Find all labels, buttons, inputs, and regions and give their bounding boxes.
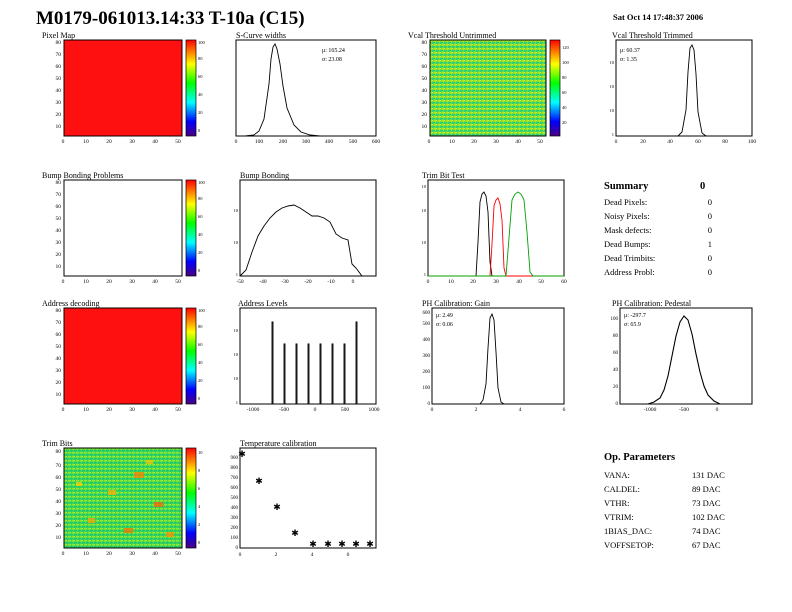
op-value-voffsetop: 67 DAC xyxy=(692,540,721,550)
chart-ph-calibration-gain[interactable] xyxy=(410,300,578,412)
svg-text:200: 200 xyxy=(278,139,288,144)
svg-text:10: 10 xyxy=(609,108,614,113)
op-value-ibias-dac: 74 DAC xyxy=(692,526,721,536)
svg-text:30: 30 xyxy=(493,139,499,144)
svg-text:20: 20 xyxy=(106,551,112,557)
svg-text:20: 20 xyxy=(640,139,646,144)
svg-text:-20: -20 xyxy=(304,279,312,284)
svg-text:0: 0 xyxy=(238,552,242,558)
svg-text:20: 20 xyxy=(198,378,203,383)
svg-text:50: 50 xyxy=(55,76,61,82)
op-value-vana: 131 DAC xyxy=(692,470,725,480)
svg-text:20: 20 xyxy=(470,279,476,284)
svg-text:60: 60 xyxy=(198,342,203,347)
svg-text:500: 500 xyxy=(348,139,358,144)
svg-text:10: 10 xyxy=(609,84,614,89)
svg-text:20: 20 xyxy=(198,110,203,115)
svg-text:60: 60 xyxy=(198,74,203,79)
svg-text:-500: -500 xyxy=(278,407,290,412)
svg-text:10: 10 xyxy=(83,407,89,412)
svg-text:6: 6 xyxy=(346,552,350,558)
svg-text:30: 30 xyxy=(55,511,61,517)
svg-text:20: 20 xyxy=(55,252,61,258)
svg-text:80: 80 xyxy=(198,324,203,329)
svg-text:20: 20 xyxy=(55,523,61,529)
svg-text:-500: -500 xyxy=(678,407,690,412)
svg-text:100: 100 xyxy=(562,60,569,65)
svg-text:0: 0 xyxy=(61,407,65,412)
svg-text:800: 800 xyxy=(230,466,238,471)
svg-text:40: 40 xyxy=(55,228,61,234)
svg-text:0: 0 xyxy=(427,402,430,407)
svg-text:20: 20 xyxy=(198,250,203,255)
svg-text:✱: ✱ xyxy=(291,528,299,538)
svg-text:10: 10 xyxy=(55,392,61,398)
op-parameters-title: Op. Parameters xyxy=(604,452,676,463)
chart-ph-calibration-pedestal[interactable] xyxy=(598,300,766,412)
op-label-vthr: VTHR: xyxy=(604,498,630,508)
summary-value-address-probl: 0 xyxy=(707,267,712,277)
svg-text:30: 30 xyxy=(129,407,135,412)
op-label-ibias-dac: 1BIAS_DAC: xyxy=(604,526,653,536)
svg-text:20: 20 xyxy=(106,279,112,284)
op-label-caldel: CALDEL: xyxy=(604,484,640,494)
svg-text:80: 80 xyxy=(421,40,427,46)
svg-text:900: 900 xyxy=(230,456,238,461)
svg-text:30: 30 xyxy=(55,100,61,106)
chart-title: Vcal Threshold Trimmed xyxy=(612,31,693,40)
svg-text:1: 1 xyxy=(235,400,238,405)
svg-text:10: 10 xyxy=(233,208,238,213)
svg-text:30: 30 xyxy=(55,240,61,246)
svg-text:40: 40 xyxy=(198,92,203,97)
svg-text:400: 400 xyxy=(422,338,430,343)
svg-text:-10: -10 xyxy=(327,279,335,284)
svg-text:-50: -50 xyxy=(236,279,244,284)
summary-title: Summary xyxy=(604,181,649,192)
summary-label-dead-bumps: Dead Bumps: xyxy=(604,239,651,249)
svg-text:20: 20 xyxy=(55,380,61,386)
svg-text:2: 2 xyxy=(474,407,478,412)
svg-text:10: 10 xyxy=(421,124,427,130)
svg-text:100: 100 xyxy=(747,139,757,144)
svg-text:-1000: -1000 xyxy=(643,407,657,412)
svg-text:80: 80 xyxy=(55,180,61,186)
svg-text:20: 20 xyxy=(613,385,618,390)
svg-text:40: 40 xyxy=(516,279,522,284)
stat-mu: μ: -297.7 xyxy=(624,313,646,319)
svg-text:10: 10 xyxy=(55,535,61,541)
svg-text:✱: ✱ xyxy=(338,539,346,549)
svg-text:0: 0 xyxy=(614,139,618,144)
svg-text:40: 40 xyxy=(152,139,158,144)
svg-text:70: 70 xyxy=(55,192,61,198)
svg-text:50: 50 xyxy=(55,487,61,493)
svg-text:-1000: -1000 xyxy=(246,407,260,412)
op-value-vthr: 73 DAC xyxy=(692,498,721,508)
svg-text:10: 10 xyxy=(83,551,89,557)
svg-text:40: 40 xyxy=(55,356,61,362)
svg-text:70: 70 xyxy=(55,320,61,326)
svg-text:60: 60 xyxy=(198,214,203,219)
svg-text:700: 700 xyxy=(230,476,238,481)
svg-text:70: 70 xyxy=(55,52,61,58)
svg-text:50: 50 xyxy=(175,279,181,284)
svg-text:✱: ✱ xyxy=(273,502,281,512)
svg-text:60: 60 xyxy=(55,332,61,338)
svg-text:10: 10 xyxy=(55,264,61,270)
svg-text:40: 40 xyxy=(152,407,158,412)
svg-text:80: 80 xyxy=(55,308,61,314)
svg-text:500: 500 xyxy=(230,496,238,501)
summary-value-dead-pixels: 0 xyxy=(707,197,712,207)
chart-vcal-threshold-trimmed[interactable] xyxy=(598,32,766,144)
svg-text:60: 60 xyxy=(562,90,567,95)
svg-text:6: 6 xyxy=(198,486,201,491)
svg-text:10: 10 xyxy=(233,240,238,245)
svg-text:40: 40 xyxy=(613,368,618,373)
svg-text:0: 0 xyxy=(198,268,201,273)
svg-text:300: 300 xyxy=(230,516,238,521)
svg-text:30: 30 xyxy=(129,279,135,284)
svg-text:50: 50 xyxy=(175,407,181,412)
svg-text:1000: 1000 xyxy=(368,407,380,412)
chart-title: Vcal Threshold Untrimmed xyxy=(408,31,497,40)
svg-text:60: 60 xyxy=(613,351,618,356)
svg-text:100: 100 xyxy=(198,180,205,185)
svg-text:0: 0 xyxy=(198,128,201,133)
chart-s-curve-widths[interactable] xyxy=(222,32,390,144)
stat-mu: μ: 2.49 xyxy=(436,313,453,319)
stat-sigma: σ: 23.08 xyxy=(322,57,342,63)
svg-text:0: 0 xyxy=(61,279,65,284)
svg-text:100: 100 xyxy=(230,536,238,541)
chart-trim-bit-test[interactable] xyxy=(410,172,578,284)
svg-text:-40: -40 xyxy=(259,279,267,284)
op-value-vtrim: 102 DAC xyxy=(692,512,725,522)
summary-value-dead-bumps: 1 xyxy=(707,239,712,249)
chart-pixel-map[interactable] xyxy=(36,32,212,144)
svg-text:10: 10 xyxy=(449,139,455,144)
chart-title: S-Curve widths xyxy=(236,31,286,40)
svg-text:10: 10 xyxy=(83,139,89,144)
stat-mu: μ: 60.37 xyxy=(620,48,640,54)
svg-text:10: 10 xyxy=(421,184,426,189)
chart-trim-bits[interactable] xyxy=(36,440,212,564)
chart-title: PH Calibration: Gain xyxy=(422,299,490,308)
svg-text:50: 50 xyxy=(55,216,61,222)
svg-text:400: 400 xyxy=(230,506,238,511)
op-label-vtrim: VTRIM: xyxy=(604,512,634,522)
svg-text:70: 70 xyxy=(55,463,61,469)
svg-text:600: 600 xyxy=(371,139,381,144)
svg-text:80: 80 xyxy=(562,75,567,80)
svg-text:600: 600 xyxy=(230,486,238,491)
svg-text:-30: -30 xyxy=(281,279,289,284)
svg-text:50: 50 xyxy=(538,279,544,284)
svg-text:50: 50 xyxy=(537,139,543,144)
chart-title: Trim Bits xyxy=(42,439,73,448)
summary-value-noisy-pixels: 0 xyxy=(707,211,712,221)
op-label-vana: VANA: xyxy=(604,470,630,480)
svg-text:40: 40 xyxy=(55,88,61,94)
summary-label-noisy-pixels: Noisy Pixels: xyxy=(604,211,650,221)
stat-sigma: σ: 65.9 xyxy=(624,322,641,328)
page-title: M0179-061013.14:33 T-10a (C15) xyxy=(36,8,305,29)
svg-text:0: 0 xyxy=(430,407,434,412)
svg-text:80: 80 xyxy=(722,139,728,144)
svg-text:40: 40 xyxy=(562,105,567,110)
chart-title: PH Calibration: Pedestal xyxy=(612,299,692,308)
svg-text:✱: ✱ xyxy=(352,539,360,549)
stat-mu: μ: 165.24 xyxy=(322,48,345,54)
chart-title: Temperature calibration xyxy=(240,439,317,448)
svg-text:0: 0 xyxy=(234,139,238,144)
svg-text:30: 30 xyxy=(55,368,61,374)
svg-text:2: 2 xyxy=(274,552,278,558)
svg-text:100: 100 xyxy=(610,317,618,322)
svg-text:0: 0 xyxy=(198,396,201,401)
svg-text:✱: ✱ xyxy=(255,476,263,486)
svg-text:0: 0 xyxy=(61,551,65,557)
chart-bump-bonding-problems[interactable] xyxy=(36,172,212,284)
svg-text:4: 4 xyxy=(310,552,314,558)
svg-text:80: 80 xyxy=(198,56,203,61)
svg-text:20: 20 xyxy=(421,112,427,118)
svg-text:50: 50 xyxy=(175,551,181,557)
svg-text:40: 40 xyxy=(421,88,427,94)
svg-text:40: 40 xyxy=(152,551,158,557)
svg-text:500: 500 xyxy=(340,407,350,412)
svg-text:50: 50 xyxy=(55,344,61,350)
svg-text:20: 20 xyxy=(106,407,112,412)
svg-text:10: 10 xyxy=(448,279,454,284)
summary-label-mask-defects: Mask defects: xyxy=(604,225,652,235)
chart-bump-bonding[interactable] xyxy=(222,172,390,284)
svg-text:40: 40 xyxy=(152,279,158,284)
chart-title: Address decoding xyxy=(42,299,100,308)
op-label-voffsetop: VOFFSETOP: xyxy=(604,540,654,550)
svg-text:40: 40 xyxy=(667,139,673,144)
svg-text:10: 10 xyxy=(609,60,614,65)
op-value-caldel: 89 DAC xyxy=(692,484,721,494)
chart-address-decoding[interactable] xyxy=(36,300,212,412)
svg-text:60: 60 xyxy=(695,139,701,144)
svg-text:✱: ✱ xyxy=(238,449,246,459)
svg-text:80: 80 xyxy=(55,449,61,455)
svg-text:✱: ✱ xyxy=(309,539,317,549)
svg-text:4: 4 xyxy=(518,407,522,412)
chart-title: Address Levels xyxy=(238,299,288,308)
chart-temperature-calibration[interactable] xyxy=(222,440,390,564)
svg-text:1: 1 xyxy=(611,132,614,137)
svg-text:40: 40 xyxy=(515,139,521,144)
svg-text:20: 20 xyxy=(471,139,477,144)
summary-value-dead-trimbits: 0 xyxy=(707,253,712,263)
svg-text:300: 300 xyxy=(301,139,311,144)
svg-text:2: 2 xyxy=(198,522,201,527)
svg-text:100: 100 xyxy=(198,40,205,45)
svg-text:10: 10 xyxy=(421,208,426,213)
svg-text:60: 60 xyxy=(55,475,61,481)
svg-text:10: 10 xyxy=(83,279,89,284)
svg-text:400: 400 xyxy=(324,139,334,144)
chart-title: Pixel Map xyxy=(42,31,76,40)
svg-text:✱: ✱ xyxy=(366,539,374,549)
svg-text:0: 0 xyxy=(427,139,431,144)
svg-text:✱: ✱ xyxy=(324,539,332,549)
svg-text:0: 0 xyxy=(198,540,201,545)
svg-text:500: 500 xyxy=(422,322,430,327)
svg-text:30: 30 xyxy=(493,279,499,284)
chart-address-levels[interactable] xyxy=(222,300,390,412)
stat-sigma: σ: 0.06 xyxy=(436,322,453,328)
chart-title: Trim Bit Test xyxy=(422,171,465,180)
svg-text:0: 0 xyxy=(313,407,317,412)
svg-text:80: 80 xyxy=(55,40,61,46)
svg-text:40: 40 xyxy=(198,360,203,365)
svg-text:10: 10 xyxy=(233,328,238,333)
summary-label-dead-pixels: Dead Pixels: xyxy=(604,197,648,207)
svg-text:40: 40 xyxy=(198,232,203,237)
svg-text:0: 0 xyxy=(61,139,65,144)
svg-text:30: 30 xyxy=(421,100,427,106)
stat-sigma: σ: 1.35 xyxy=(620,57,637,63)
summary-label-address-probl: Address Probl: xyxy=(604,267,655,277)
svg-text:0: 0 xyxy=(426,279,430,284)
timestamp: Sat Oct 14 17:48:37 2006 xyxy=(613,12,704,22)
svg-text:30: 30 xyxy=(129,551,135,557)
summary-value-mask-defects: 0 xyxy=(707,225,712,235)
svg-text:20: 20 xyxy=(55,112,61,118)
svg-text:6: 6 xyxy=(562,407,566,412)
svg-text:60: 60 xyxy=(421,64,427,70)
svg-text:60: 60 xyxy=(55,64,61,70)
svg-text:10: 10 xyxy=(198,450,203,455)
svg-text:60: 60 xyxy=(561,279,567,284)
chart-title: Bump Bonding xyxy=(240,171,290,180)
svg-text:60: 60 xyxy=(55,204,61,210)
svg-text:10: 10 xyxy=(421,240,426,245)
svg-text:100: 100 xyxy=(422,386,430,391)
svg-text:80: 80 xyxy=(613,334,618,339)
svg-text:0: 0 xyxy=(615,402,618,407)
svg-text:4: 4 xyxy=(198,504,201,509)
svg-text:10: 10 xyxy=(233,376,238,381)
svg-text:0: 0 xyxy=(715,407,719,412)
svg-text:50: 50 xyxy=(175,139,181,144)
summary-label-dead-trimbits: Dead Trimbits: xyxy=(604,253,656,263)
svg-text:1: 1 xyxy=(235,272,238,277)
svg-text:20: 20 xyxy=(106,139,112,144)
svg-text:1: 1 xyxy=(423,272,426,277)
svg-text:100: 100 xyxy=(254,139,264,144)
svg-text:10: 10 xyxy=(233,352,238,357)
svg-text:0: 0 xyxy=(351,279,355,284)
svg-text:100: 100 xyxy=(198,308,205,313)
svg-text:600: 600 xyxy=(422,311,430,316)
svg-text:70: 70 xyxy=(421,52,427,58)
svg-text:40: 40 xyxy=(55,499,61,505)
svg-text:0: 0 xyxy=(235,546,238,551)
chart-title: Bump Bonding Problems xyxy=(42,171,124,180)
svg-text:10: 10 xyxy=(55,124,61,130)
svg-text:200: 200 xyxy=(422,370,430,375)
chart-vcal-threshold-untrimmed[interactable] xyxy=(402,32,578,144)
svg-text:200: 200 xyxy=(230,526,238,531)
svg-text:20: 20 xyxy=(562,120,567,125)
svg-text:8: 8 xyxy=(198,468,201,473)
svg-text:30: 30 xyxy=(129,139,135,144)
svg-text:120: 120 xyxy=(562,45,569,50)
svg-text:50: 50 xyxy=(421,76,427,82)
svg-text:80: 80 xyxy=(198,196,203,201)
summary-total: 0 xyxy=(700,181,706,192)
svg-text:300: 300 xyxy=(422,354,430,359)
